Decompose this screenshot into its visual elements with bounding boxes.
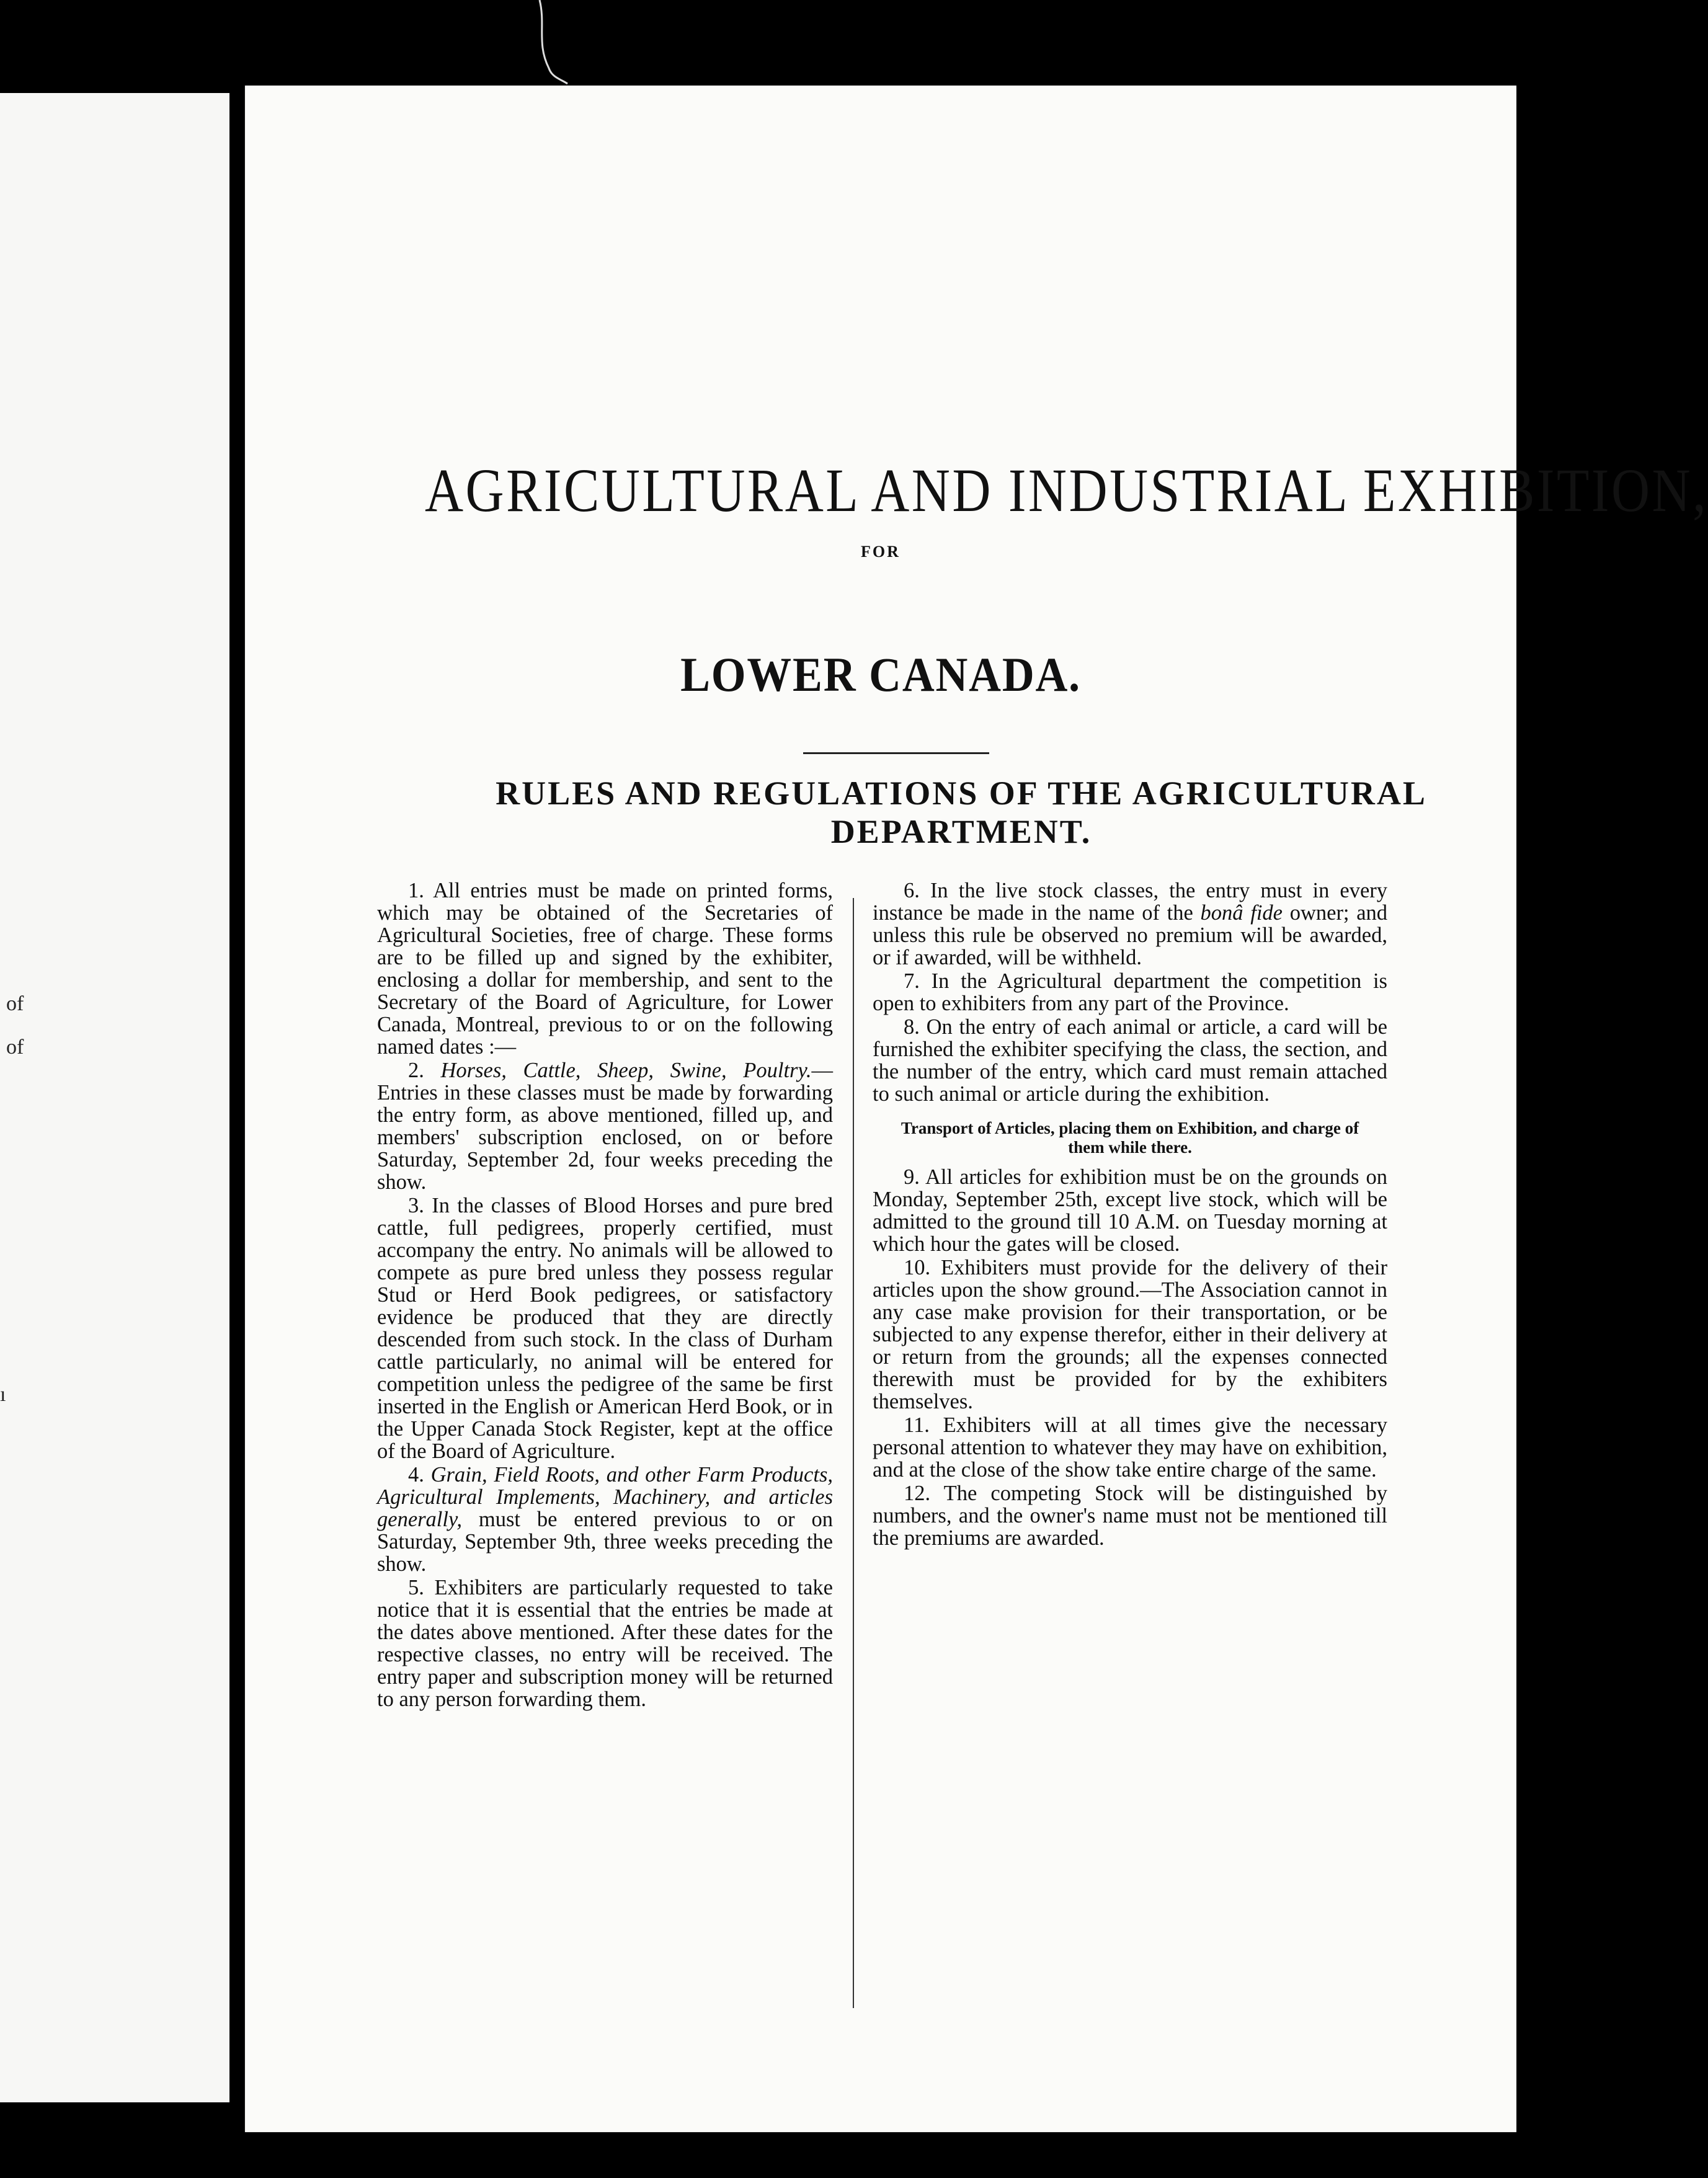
column-divider [853,898,854,2008]
previous-page-edge [0,93,229,2102]
rule-10: 10. Exhibiters must provide for the delivery of their articles upon the show ground.—The Association cannot in any case make provision for their transportation, or be subjected to any expense therefor, either in their delivery at or return from the grounds; all the expenses connected therewith must be provided for by the exhibiters themselves. [873,1256,1387,1413]
rule-6 [873,879,1387,969]
section-heading-line-2: DEPARTMENT. [830,813,1092,850]
transport-subheading: Transport of Articles, placing them on Exhibition, and charge of them while there. [901,1119,1359,1157]
rule-12: 12. The competing Stock will be distinguished by numbers, and the owner's name must not be mentioned till the premiums are awarded. [873,1482,1387,1550]
rule-4 [377,1464,833,1575]
rule-2-text: —Entries in these classes must be made by forwarding the entry form, as above mentioned, filled up, and members' subscription enclosed, on or before Saturday, September 2d, four weeks preceding the show. [377,1059,833,1194]
left-page-fragment: of [6,1036,24,1059]
rule-8: 8. On the entry of each animal or article, a card will be furnished the exhibiter specifying the class, the section, and the number of the entry, which card must remain attached to such animal or article during the exhibition. [873,1015,1387,1106]
rule-1: 1. All entries must be made on printed forms, which may be obtained of the Secretaries of Agricultural Societies, free of charge. These forms are to be filled up and signed by the exhibiter, enclosing a dollar for membership, and sent to the Secretary of the Board of Agriculture, for Lower Canada, Montreal, previous to or on the following named dates :— [377,879,833,1059]
document-title: AGRICULTURAL AND INDUSTRIAL EXHIBITION, [425,456,1708,525]
rule-6-text-a: 6. In the live stock classes, the entry must in every instance be made in the name of the [873,879,1387,925]
section-heading [425,774,1498,851]
rule-4-categories: Grain, Field Roots, and other Farm Products, Agricultural Implements, Machinery, and articles generally, [377,1463,833,1531]
left-page-fragment: of [6,992,24,1015]
left-column [377,879,833,1712]
right-column [873,879,1387,1550]
rule-7: 7. In the Agricultural department the competition is open to exhibiters from any part of the Province. [873,969,1387,1015]
rule-2 [377,1059,833,1193]
title-connector: FOR [861,543,901,561]
paper-tear-mark [533,0,571,87]
title-divider [803,752,989,754]
rule-4-text: must be entered previous to or on Saturday, September 9th, three weeks preceding the show. [377,1508,834,1576]
rule-3: 3. In the classes of Blood Horses and pure bred cattle, full pedigrees, properly certified, must accompany the entry. No animals will be allowed to compete as pure bred unless they possess regular Stud or Herd Book pedigrees, or satisfactory evidence be produced that they are directly descended from such stock. In the class of Durham cattle particularly, no animal will be entered for competition unless the pedigree of the same be first inserted in the English or American Herd Book, or in the Upper Canada Stock Register, kept at the office of the Board of Agriculture. [377,1194,833,1463]
rule-11: 11. Exhibiters will at all times give the necessary personal attention to whatever they may have on exhibition, and at the close of the show take entire charge of the same. [873,1413,1387,1482]
left-page-fragment: ı [0,1383,6,1406]
rule-6-italic: bonâ fide [1200,901,1283,925]
rule-5: 5. Exhibiters are particularly requested to take notice that it is essential that the entries be made at the dates above mentioned. After these dates for the respective classes, no entry will be received. The entry paper and subscription money will be returned to any person forwarding them. [377,1576,833,1711]
rule-4-number: 4. [408,1463,424,1487]
rule-2-number: 2. [408,1059,424,1082]
document-page [245,86,1708,2132]
document-subtitle: LOWER CANADA. [680,647,1081,701]
rule-6-text-b: owner; and unless this rule be observed no premium will be awarded, or if awarded, will be withheld. [873,901,1388,969]
rule-2-categories: Horses, Cattle, Sheep, Swine, Poultry. [440,1059,812,1082]
section-heading-line-1: RULES AND REGULATIONS OF THE AGRICULTURAL [496,775,1427,812]
rule-9: 9. All articles for exhibition must be on the grounds on Monday, September 25th, except live stock, which will be admitted to the ground till 10 A.M. on Tuesday morning at which hour the gates will be closed. [873,1165,1387,1256]
